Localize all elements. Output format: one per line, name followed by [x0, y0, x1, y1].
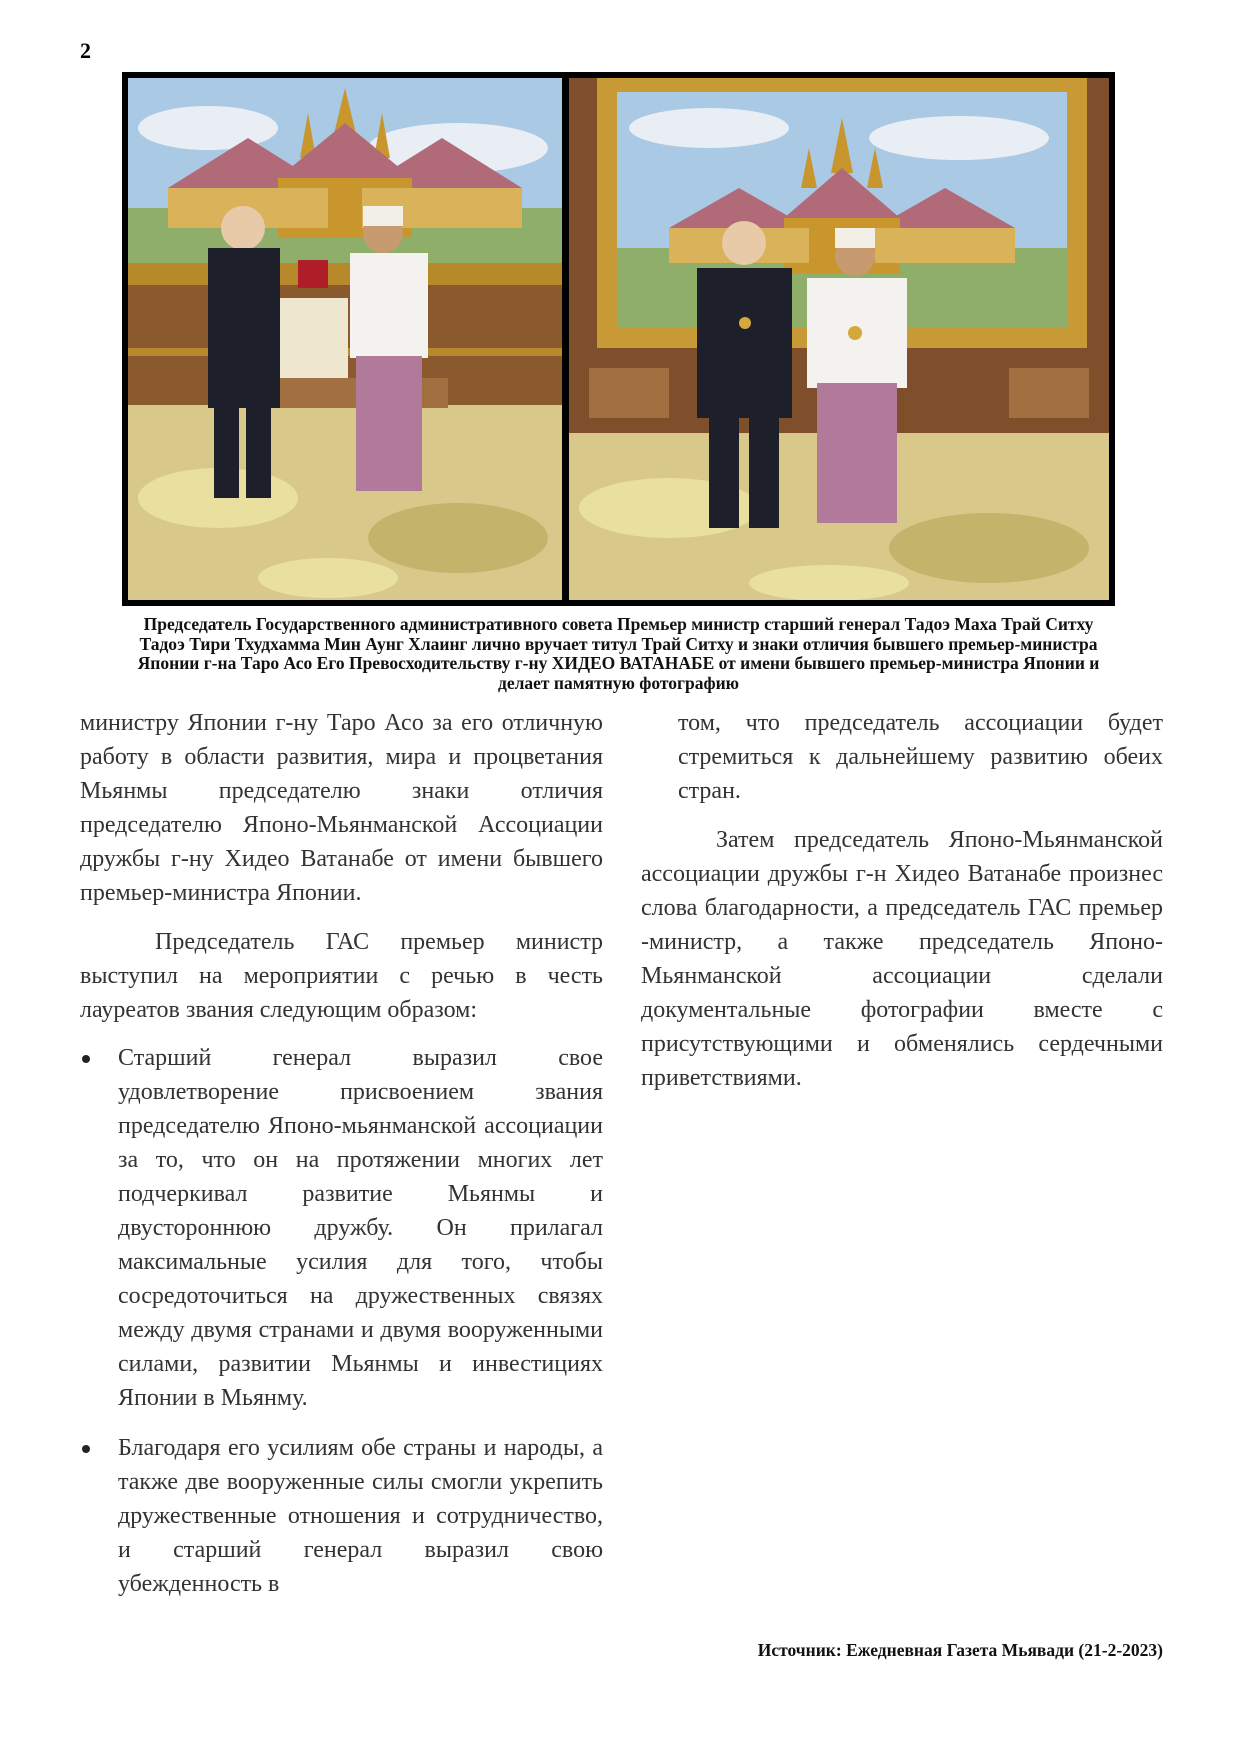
left-paragraph-2: Председатель ГАС премьер министр выступил на мероприятии с речью в честь лауреатов звания следующим образом:	[80, 929, 603, 1023]
page-number: 2	[80, 38, 91, 63]
right-paragraph-1: том, что председатель ассоциации будет стремиться к дальнейшему развитию обеих стран.	[678, 710, 1163, 804]
bullet-list	[80, 1041, 603, 1601]
list-item	[80, 1041, 603, 1415]
left-column	[80, 706, 603, 1617]
right-paragraph-2: Затем председатель Японо-Мьянманской ассоциации дружбы г-н Хидео Ватанабе произнес слова благодарности, а председатель ГАС премьер -министр, а также председатель Японо-Мьянманской ассоциации сделали документальные фотографии вместе с присутствующими и обменялись сердечными приветствиями.	[641, 827, 1163, 1091]
photo-caption: Председатель Государственного административного совета Премьер министр старший генерал Тадоэ Маха Трай Ситху Тадоэ Тири Тхудхамма Мин Аунг Хлаинг лично вручает титул Трай Ситху и знаки отличия бывшего премьер-министра Японии г-на Таро Асо Его Превосходительству г-ну ХИДЕО ВАТАНАБЕ от имени бывшего премьер-министра Японии и делает памятную фотографию	[137, 614, 1100, 693]
bullet-icon	[82, 1445, 90, 1453]
bullet-text: Старший генерал выразил свое удовлетворение присвоением звания председателю Японо-мьянманской ассоциации за то, что он на протяжении многих лет подчеркивал развитие Мьянмы и двустороннюю дружбу. Он прилагал максимальные усилия для того, чтобы сосредоточиться на дружественных связях между двумя странами и двумя вооруженными силами, развитии Мьянмы и инвестициях Японии в Мьянму.	[118, 1045, 603, 1411]
source-credit: Источник: Ежедневная Газета Мьявади (21-2-2023)	[757, 1640, 1163, 1660]
right-column	[641, 706, 1163, 1095]
commemorative-photo	[569, 78, 1109, 600]
list-item	[80, 1431, 603, 1601]
award-presentation-photo	[128, 78, 562, 600]
bullet-icon	[82, 1055, 90, 1063]
bullet-text: Благодаря его усилиям обе страны и народы, а также две вооруженные силы смогли укрепить дружественные отношения и сотрудничество, и старший генерал выразил свою убежденность в	[118, 1435, 603, 1597]
photo-frame	[122, 72, 1115, 606]
left-paragraph-1: министру Японии г-ну Таро Асо за его отличную работу в области развития, мира и процветания Мьянмы председателю знаки отличия председателю Японо-Мьянманской Ассоциации дружбы г-ну Хидео Ватанабе от имени бывшего премьер-министра Японии.	[80, 710, 603, 906]
